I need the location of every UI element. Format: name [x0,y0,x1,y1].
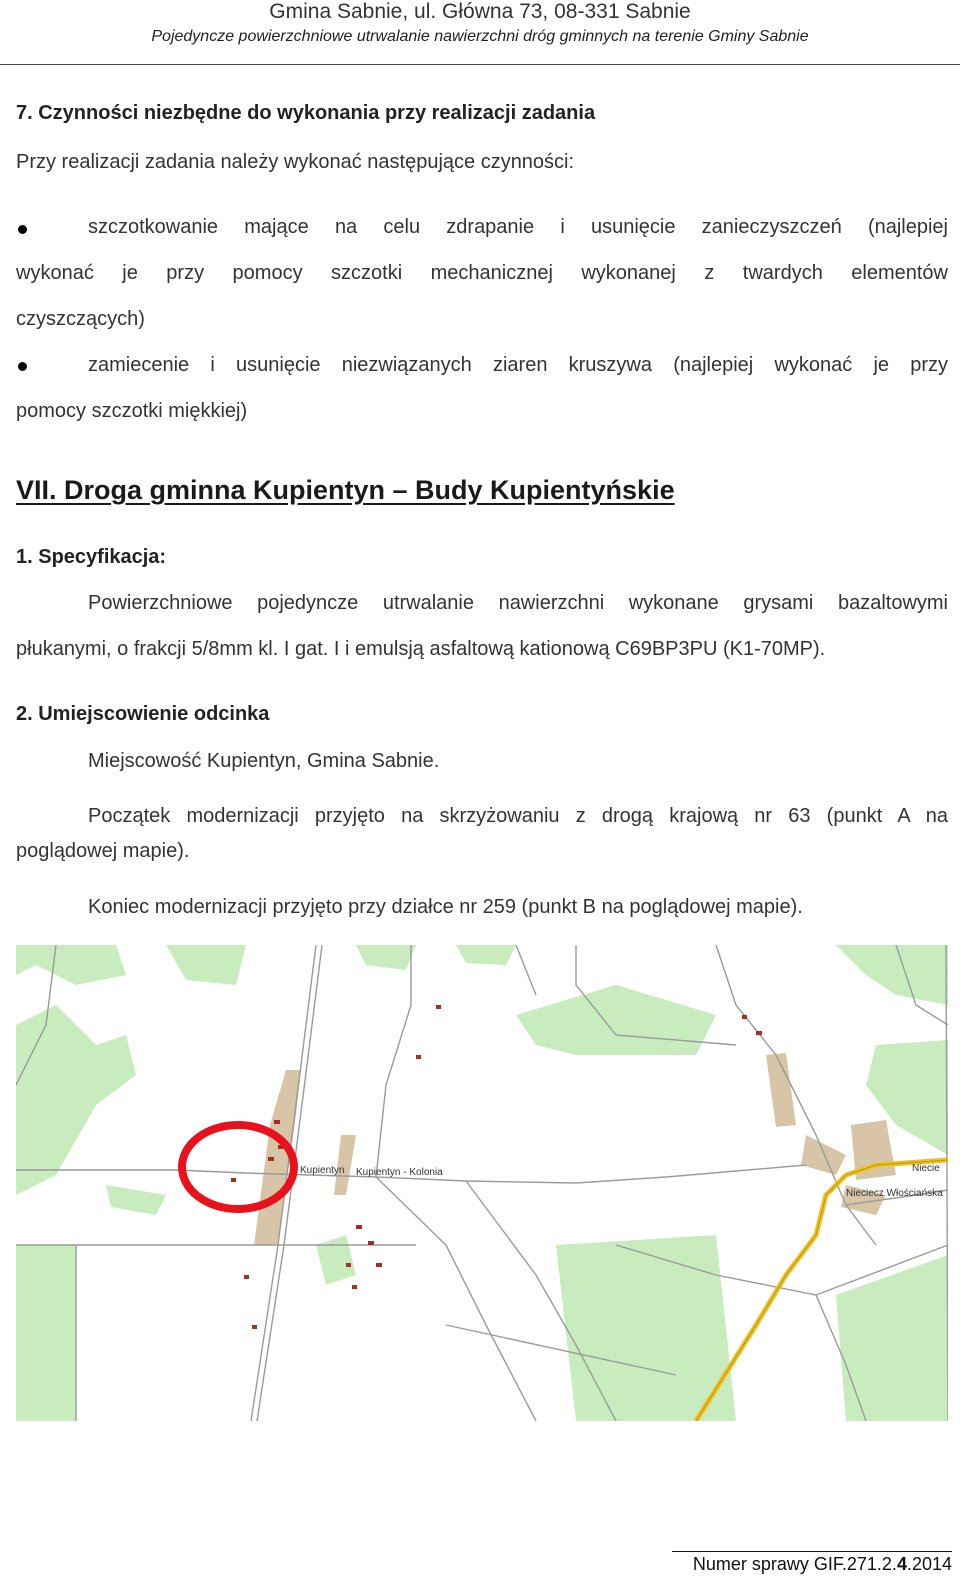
bullet-2-line-1: zamiecenie i usunięcie niezwiązanych ziaren kruszywa (najlepiej wykonać je przy [88,354,948,376]
building [274,1120,280,1124]
case-number-suffix: .2014 [906,1554,952,1574]
section-7-intro: Przy realizacji zadania należy wykonać następujące czynności: [16,151,575,173]
building [244,1275,249,1279]
section-7-heading: 7. Czynności niezbędne do wykonania przy realizacji zadania [16,102,596,124]
building [231,1178,236,1182]
overview-map [16,945,948,1421]
bullet-1-line-2: wykonać je przy pomocy szczotki mechanicznej wykonanej z twardych elementów [16,262,948,284]
location-end: Koniec modernizacji przyjęto przy działce nr 259 (punkt B na poglądowej mapie). [88,896,803,918]
case-number-bold: 4 [896,1554,907,1574]
map-background [16,945,948,1421]
forest-area [16,1245,76,1421]
label-kupientyn: Kupientyn [300,1165,345,1176]
page-header [0,0,960,65]
bullet-2-line-2: pomocy szczotki miękkiej) [16,400,248,422]
label-niecie: Niecie [912,1163,940,1174]
building [356,1225,362,1229]
spec-heading: 1. Specyfikacja: [16,546,167,568]
bullet-1-line-3: czyszczących) [16,308,145,330]
building [436,1005,441,1009]
forest-area [556,1235,736,1421]
case-number [672,1551,952,1575]
building [756,1031,762,1035]
building [268,1157,274,1161]
building [376,1263,382,1267]
bullet-icon [18,362,27,371]
building [368,1241,374,1245]
header-address: Gmina Sabnie, ul. Główna 73, 08-331 Sabnie [269,0,691,23]
location-start-line-1: Początek modernizacji przyjęto na skrzyżowaniu z drogą krajową nr 63 (punkt A na [88,805,948,827]
overview-map-svg [16,945,948,1421]
bullet-1-line-1: szczotkowanie mające na celu zdrapanie i usunięcie zanieczyszczeń (najlepiej [88,216,948,238]
case-number-prefix: Numer sprawy GIF.271.2. [692,1554,897,1574]
building [416,1055,421,1059]
spec-line-1: Powierzchniowe pojedyncze utrwalanie nawierzchni wykonane grysami bazaltowymi [88,592,948,614]
location-place: Miejscowość Kupientyn, Gmina Sabnie. [88,750,440,772]
building [352,1285,357,1289]
label-nieciecz: Nieciecz Włościańska [846,1188,943,1199]
road-title: VII. Droga gminna Kupientyn – Budy Kupientyńskie [16,475,675,505]
spec-line-2: płukanymi, o frakcji 5/8mm kl. I gat. I i emulsją asfaltową kationową C69BP3PU (K1-70MP). [16,638,826,660]
bullet-icon [18,225,27,234]
location-start-line-2: poglądowej mapie). [16,840,190,862]
building [346,1263,351,1267]
label-kupientyn-kolonia: Kupientyn - Kolonia [356,1167,443,1178]
building [252,1325,257,1329]
location-heading: 2. Umiejscowienie odcinka [16,703,270,725]
building [742,1015,747,1019]
header-subtitle: Pojedyncze powierzchniowe utrwalanie nawierzchni dróg gminnych na terenie Gminy Sabnie [151,28,809,45]
